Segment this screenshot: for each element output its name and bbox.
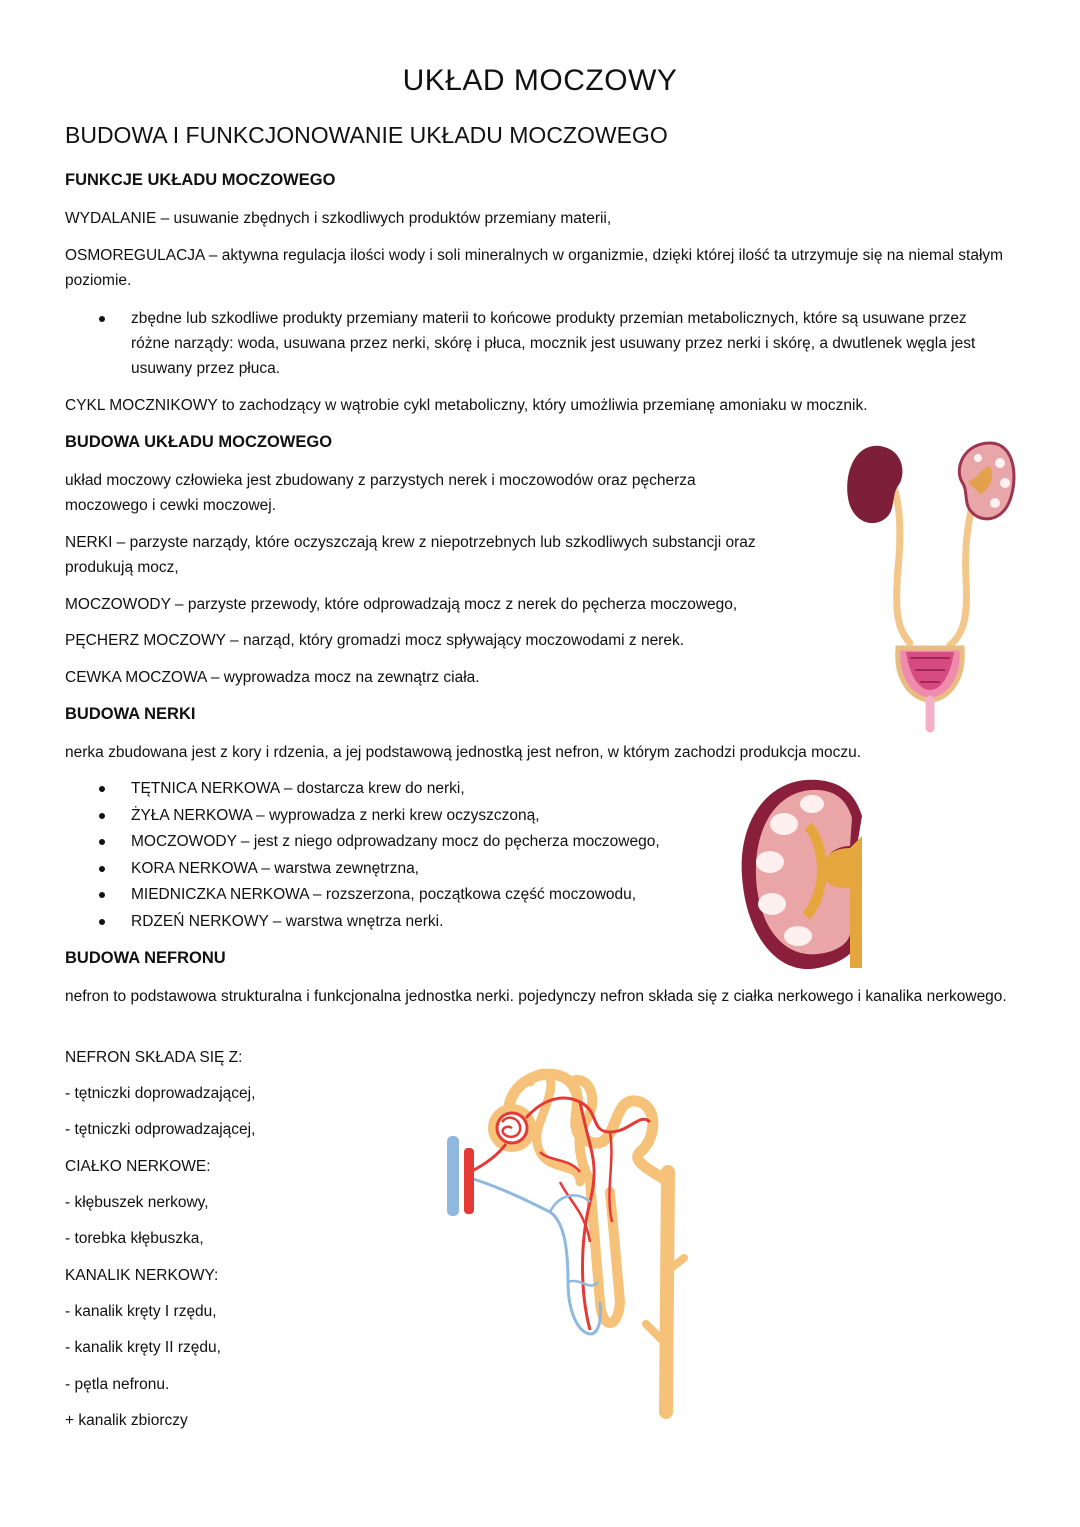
bullet-text: KORA NERKOWA – warstwa zewnętrzna, (131, 859, 419, 877)
heading-budowa-nerki: BUDOWA NERKI (65, 705, 196, 723)
list-item (95, 306, 1007, 381)
bullet-text: RDZEŃ NERKOWY – warstwa wnętrza nerki. (131, 912, 444, 930)
bullet-icon (99, 316, 105, 322)
heading-budowa-ukladu: BUDOWA UKŁADU MOCZOWEGO (65, 433, 333, 451)
bullet-text: ŻYŁA NERKOWA – wyprowadza z nerki krew oczyszczoną, (131, 806, 540, 824)
para-moczowody: MOCZOWODY – parzyste przewody, które odprowadzają mocz z nerek do pęcherza moczowego, (65, 596, 738, 613)
para-intro-uklad: układ moczowy człowieka jest zbudowany z parzystych nerek i moczowodów oraz pęcherza moczowego i cewki moczowej. (65, 472, 696, 514)
list-item (95, 909, 715, 936)
list-item: - tętniczki doprowadzającej, (65, 1085, 256, 1102)
urinary-system-illustration (840, 438, 1020, 733)
page-title: UKŁAD MOCZOWY (402, 64, 678, 97)
bullet-text: TĘTNICA NERKOWA – dostarcza krew do nerki, (131, 780, 465, 797)
list-item: - pętla nefronu. (65, 1376, 170, 1393)
bullet-text: MOCZOWODY – jest z niego odprowadzany mocz do pęcherza moczowego, (131, 833, 660, 850)
bullet-icon (99, 919, 105, 925)
list-item (95, 829, 715, 856)
nephron-illustration (440, 1062, 700, 1422)
bullet-icon (99, 866, 105, 872)
list-item (95, 882, 715, 909)
kidney-cross-section-illustration (738, 776, 873, 976)
bullet-list-kidney (95, 776, 715, 935)
list-item (95, 803, 715, 830)
para-intro-nerka: nerka zbudowana jest z kory i rdzenia, a jej podstawową jednostką jest nefron, w którym zachodzi produkcja moczu. (65, 744, 862, 761)
page-subtitle: BUDOWA I FUNKCJONOWANIE UKŁADU MOCZOWEGO (65, 122, 668, 148)
list-item: - tętniczki odprowadzającej, (65, 1121, 256, 1138)
bullet-icon (99, 813, 105, 819)
bullet-icon (99, 839, 105, 845)
bullet-icon (99, 892, 105, 898)
para-osmoregulacja: OSMOREGULACJA – aktywna regulacja ilości wody i soli mineralnych w organizmie, dzięki której ilość ta utrzymuje się na niemal stałym poziomie. (65, 247, 1004, 289)
list-item: KANALIK NERKOWY: (65, 1267, 219, 1284)
para-pecherz: PĘCHERZ MOCZOWY – narząd, który gromadzi mocz spływający moczowodami z nerek. (65, 632, 685, 649)
list-item (95, 776, 715, 803)
bullet-text: zbędne lub szkodliwe produkty przemiany materii to końcowe produkty przemian metabolicznych, które są usuwane przez różne narządy: woda, usuwana przez nerki, skórę i płuca, mocznik jest usuwany przez nerki i skórę, a dwutlenek węgla jest usuwany przez płuca. (131, 310, 976, 377)
bullet-text: MIEDNICZKA NERKOWA – rozszerzona, początkowa część moczowodu, (131, 886, 637, 903)
para-wydalanie: WYDALANIE – usuwanie zbędnych i szkodliwych produktów przemiany materii, (65, 210, 612, 227)
para-intro-nefron: nefron to podstawowa strukturalna i funkcjonalna jednostka nerki. pojedynczy nefron składa się z ciałka nerkowego i kanalika nerkowego. (65, 988, 1007, 1005)
list-item: - kanalik kręty I rzędu, (65, 1303, 217, 1320)
heading-budowa-nefronu: BUDOWA NEFRONU (65, 949, 226, 967)
para-cykl: CYKL MOCZNIKOWY to zachodzący w wątrobie cykl metaboliczny, który umożliwia przemianę amoniaku w mocznik. (65, 397, 868, 414)
para-cewka: CEWKA MOCZOWA – wyprowadza mocz na zewnątrz ciała. (65, 669, 480, 686)
list-item: NEFRON SKŁADA SIĘ Z: (65, 1049, 243, 1066)
list-item: CIAŁKO NERKOWE: (65, 1158, 211, 1175)
bullet-icon (99, 786, 105, 792)
list-item: - kanalik kręty II rzędu, (65, 1339, 221, 1356)
list-item: - torebka kłębuszka, (65, 1230, 204, 1247)
bullet-list-products (95, 306, 1007, 381)
para-nerki: NERKI – parzyste narządy, które oczyszczają krew z niepotrzebnych lub szkodliwych substancji oraz produkują mocz, (65, 534, 756, 576)
list-item: + kanalik zbiorczy (65, 1412, 188, 1429)
list-item: - kłębuszek nerkowy, (65, 1194, 209, 1211)
heading-funkcje: FUNKCJE UKŁADU MOCZOWEGO (65, 171, 336, 189)
list-item (95, 856, 715, 883)
